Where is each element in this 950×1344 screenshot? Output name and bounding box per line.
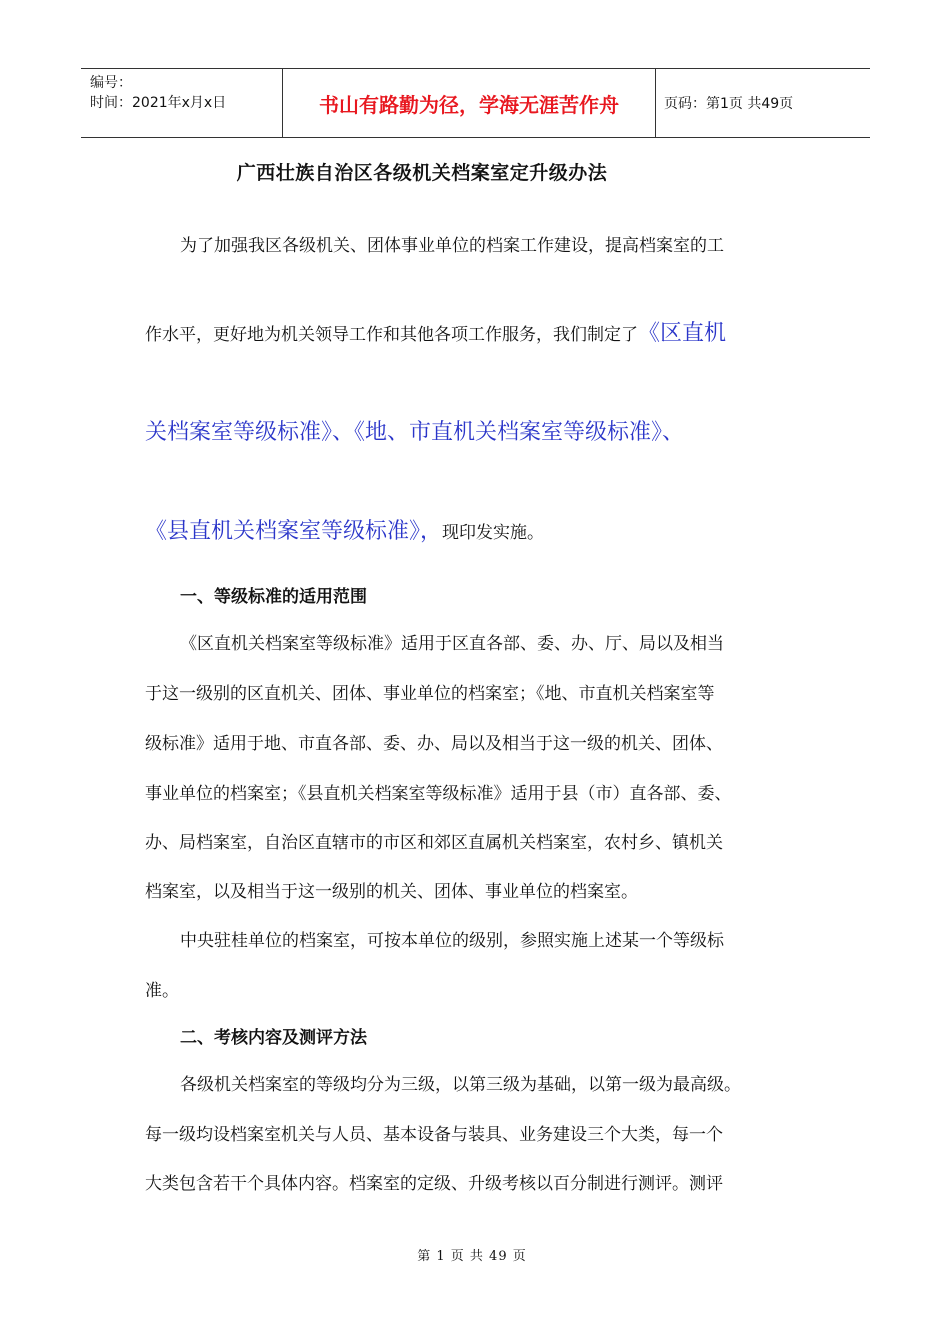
section-2-heading: 二、考核内容及测评方法 <box>180 1028 367 1048</box>
s1-line-7: 中央驻桂单位的档案室，可按本单位的级别，参照实施上述某一个等级标 <box>180 931 724 951</box>
intro-line-1: 为了加强我区各级机关、团体事业单位的档案工作建设，提高档案室的工 <box>180 236 724 256</box>
header-motto: 书山有路勤为径，学海无涯苦作舟 <box>282 69 656 137</box>
s1-line-3: 级标准》适用于地、市直各部、委、办、局以及相当于这一级的机关、团体、 <box>145 734 723 754</box>
s1-line-8: 准。 <box>145 981 179 1001</box>
header-meta <box>81 69 282 137</box>
page-footer: 第 1 页 共 49 页 <box>417 1249 527 1264</box>
section-1-heading: 一、等级标准的适用范围 <box>180 587 367 607</box>
s1-line-4: 事业单位的档案室；《县直机关档案室等级标准》适用于县（市）直各部、委、 <box>145 784 732 804</box>
s2-line-2: 每一级均设档案室机关与人员、基本设备与装具、业务建设三个大类，每一个 <box>145 1125 723 1145</box>
s2-line-3: 大类包含若干个具体内容。档案室的定级、升级考核以百分制进行测评。测评 <box>145 1174 723 1194</box>
page-header <box>81 68 870 138</box>
s2-line-1: 各级机关档案室的等级均分为三级，以第三级为基础，以第一级为最高级。 <box>180 1075 741 1095</box>
s1-line-1: 《区直机关档案室等级标准》适用于区直各部、委、办、厅、局以及相当 <box>180 634 724 654</box>
intro-line-3: 关档案室等级标准》、《地、市直机关档案室等级标准》、 <box>145 420 685 445</box>
time-label: 时间：2021年x月x日 <box>90 95 227 111</box>
s1-line-6: 档案室，以及相当于这一级别的机关、团体、事业单位的档案室。 <box>145 882 638 902</box>
header-page-info: 页码：第1页 共49页 <box>664 96 794 112</box>
s1-line-2: 于这一级别的区直机关、团体、事业单位的档案室；《地、市直机关档案室等 <box>145 684 715 704</box>
number-label: 编号： <box>90 75 132 91</box>
intro-line-4: 《县直机关档案室等级标准》，现印发实施。 <box>145 519 545 544</box>
s1-line-5: 办、局档案室，自治区直辖市的市区和郊区直属机关档案室，农村乡、镇机关 <box>145 833 723 853</box>
document-title: 广西壮族自治区各级机关档案室定升级办法 <box>236 162 608 184</box>
intro-line-2: 作水平，更好地为机关领导工作和其他各项工作服务，我们制定了《区直机 <box>145 321 727 346</box>
